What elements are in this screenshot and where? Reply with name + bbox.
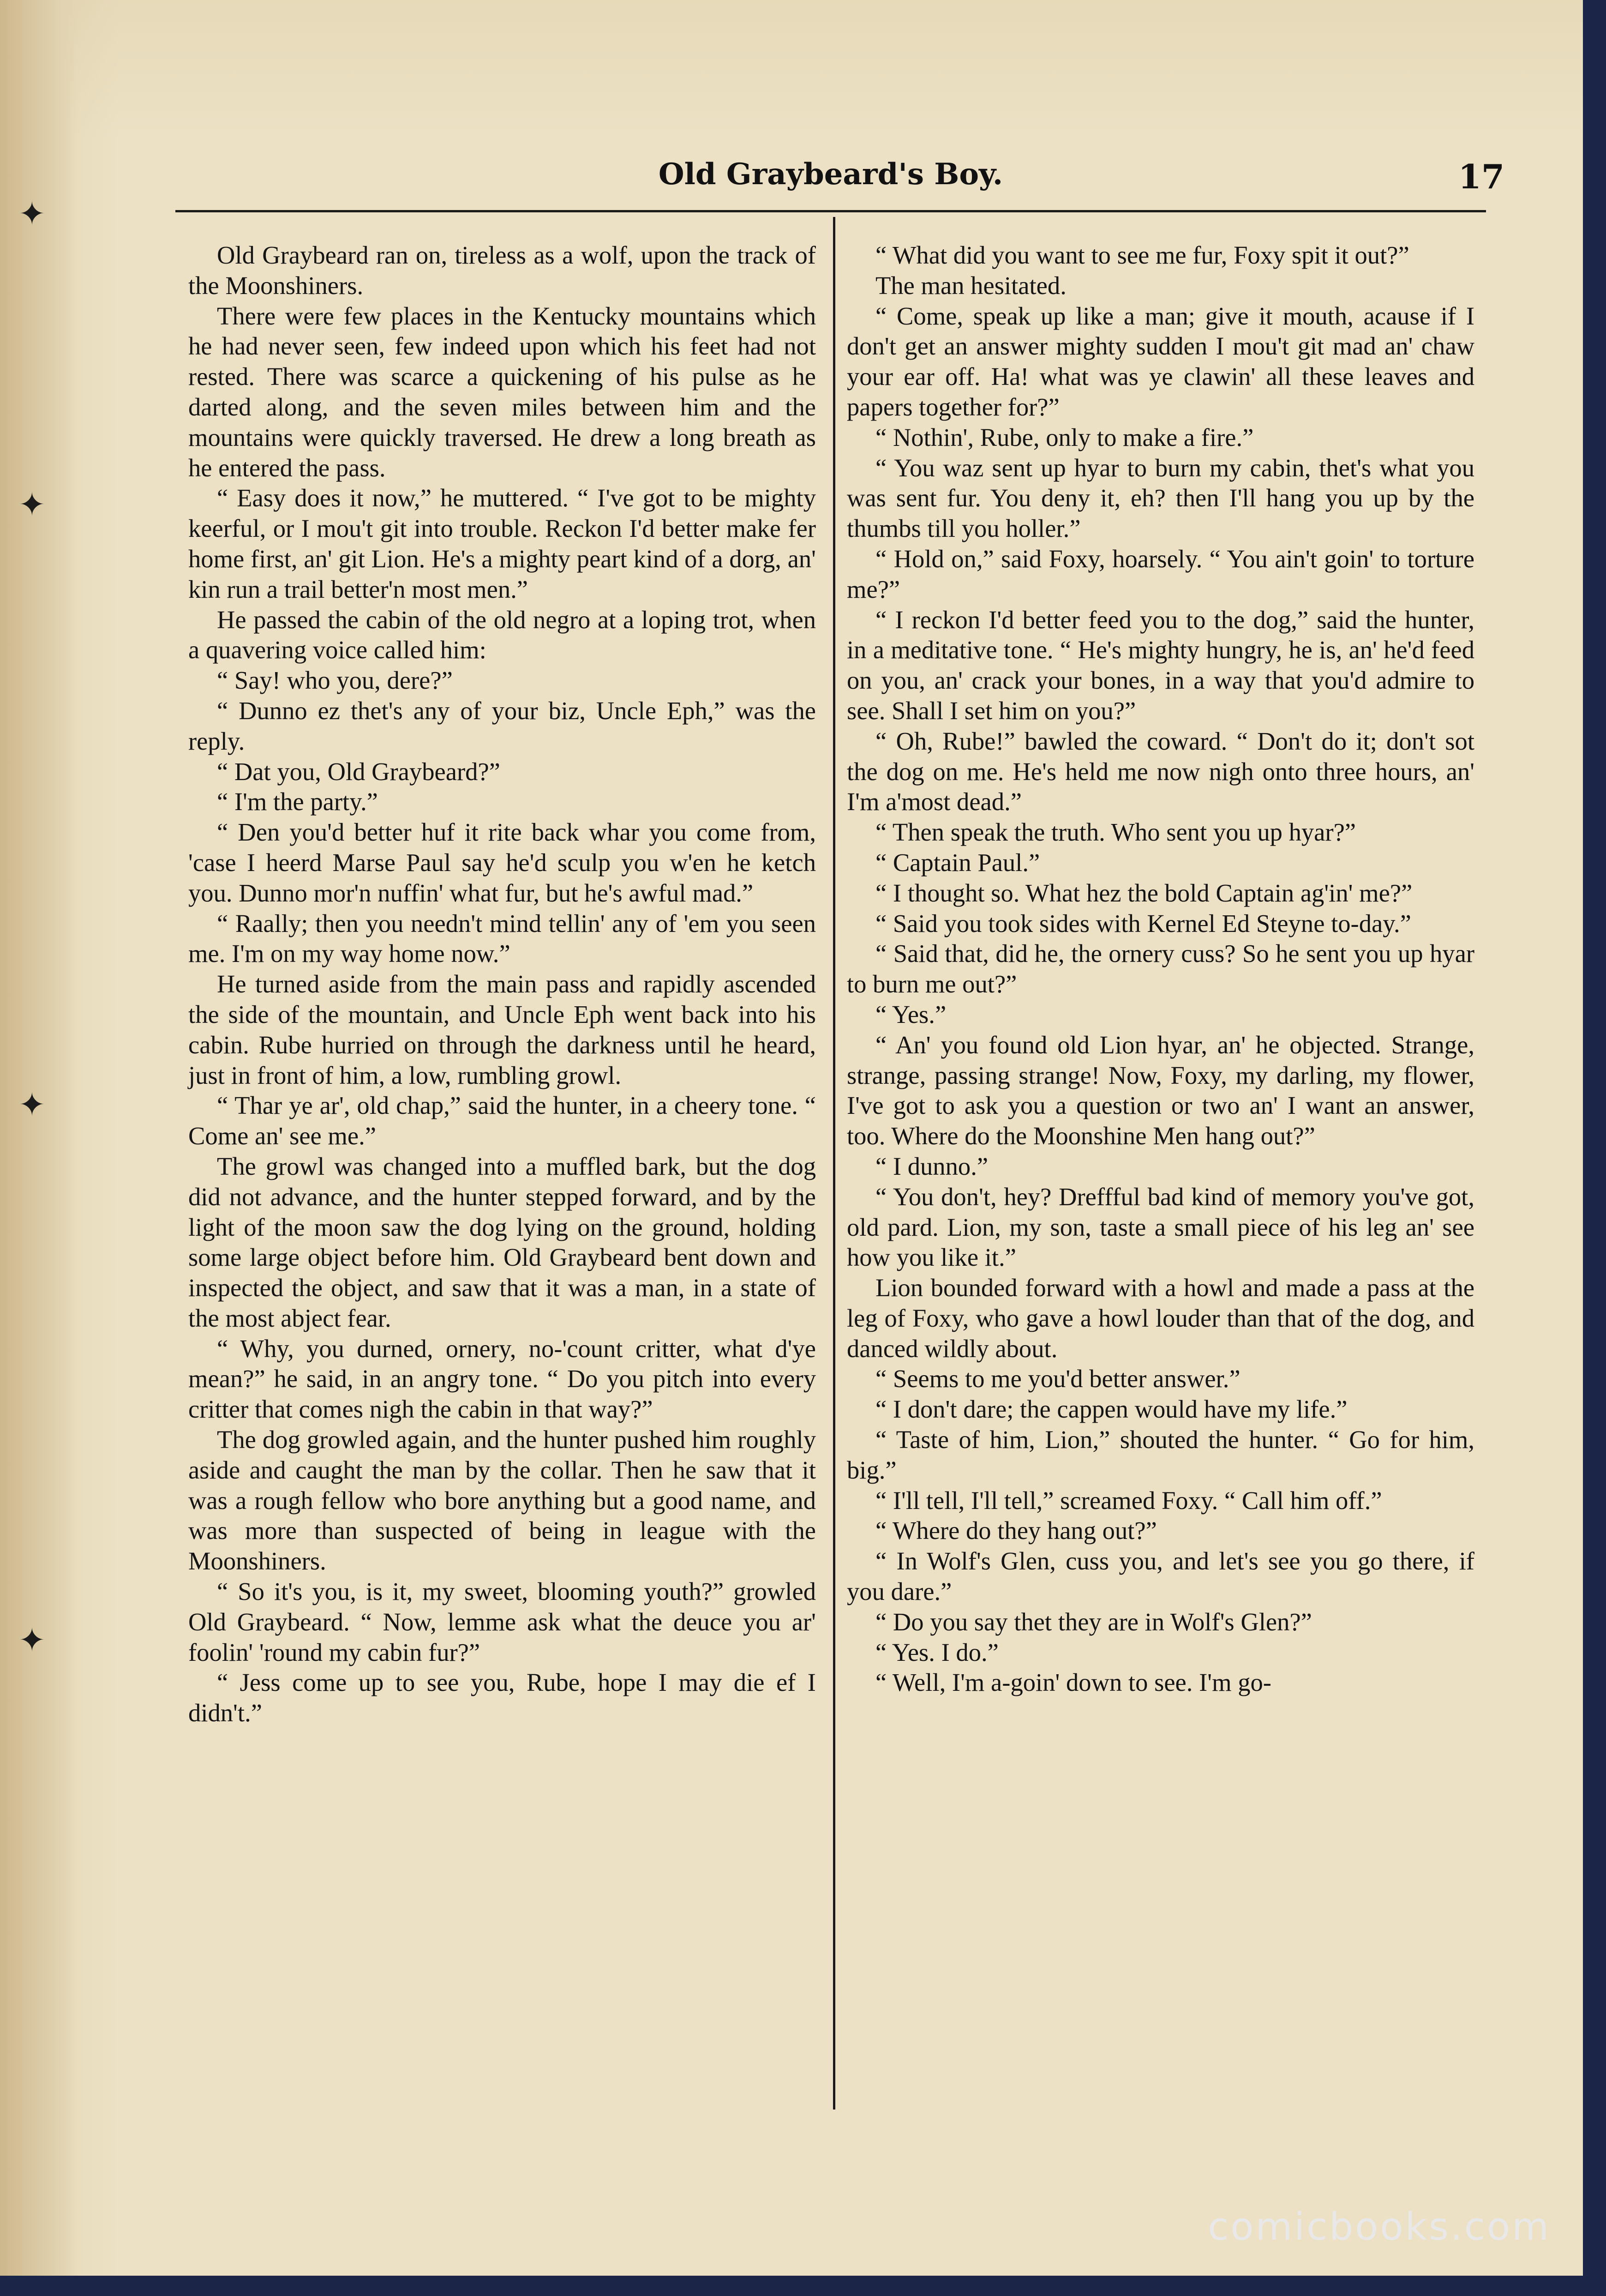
paragraph: “ Then speak the truth. Who sent you up hyar?” [875,818,1356,847]
paragraph: “ I reckon I'd better feed you to the dog,” said the hunter, in a meditative tone. “ He's mighty hungry, he is, an' he'd feed on you, an' crack your bones, in a way that you'd admire to see. Shall I set him on you?” [847,605,1474,725]
left-column [188,240,816,1728]
paragraph: “ What did you want to see me fur, Foxy spit it out?” [875,241,1409,269]
paragraph: “ Come, speak up like a man; give it mouth, acause if I don't get an answer mighty sudden I mou't git mad an' chaw your ear off. Ha! what was ye clawin' all these leaves and papers together for?” [847,301,1474,421]
right-column [847,240,1474,1698]
header-rule [175,210,1486,212]
paragraph: “ In Wolf's Glen, cuss you, and let's see you go there, if you dare.” [847,1547,1474,1606]
binding-stitch-icon: ✦ [18,1623,46,1659]
paragraph: “ Seems to me you'd better answer.” [875,1364,1240,1393]
paragraph: “ Hold on,” said Foxy, hoarsely. “ You ain't goin' to torture me?” [847,544,1474,603]
paragraph: “ Captain Paul.” [875,848,1040,877]
paragraph: “ Dat you, Old Graybeard?” [217,757,500,786]
paragraph: “ Nothin', Rube, only to make a fire.” [875,423,1254,451]
binding-stitch-icon: ✦ [18,1088,46,1123]
paragraph: “ Oh, Rube!” bawled the coward. “ Don't do it; don't sot the dog on me. He's held me now nigh onto three hours, an' I'm a'most dead.” [847,727,1474,816]
paragraph: “ Said you took sides with Kernel Ed Steyne to-day.” [875,909,1411,938]
binding-stitch-icon: ✦ [18,197,46,232]
paragraph: “ Why, you durned, ornery, no-'count critter, what d'ye mean?” he said, in an angry tone. “ Do you pitch into every critter that comes nigh the cabin in that way?” [188,1334,816,1424]
paragraph: “ Do you say thet they are in Wolf's Glen?” [875,1607,1312,1636]
book-binding [0,0,78,2276]
paragraph: He passed the cabin of the old negro at a loping trot, when a quavering voice called him: [188,605,816,664]
paragraph: “ Taste of him, Lion,” shouted the hunter. “ Go for him, big.” [847,1425,1474,1484]
binding-stitch-icon: ✦ [18,487,46,523]
paragraph: “ You waz sent up hyar to burn my cabin, thet's what you was sent fur. You deny it, eh? then I'll hang you up by the thumbs till you holler.” [847,453,1474,543]
paragraph: “ I dunno.” [875,1152,989,1180]
paragraph: Old Graybeard ran on, tireless as a wolf, upon the track of the Moonshiners. [188,241,816,300]
paragraph: “ I thought so. What hez the bold Captain ag'in' me?” [875,878,1413,907]
paragraph: “ Said that, did he, the ornery cuss? So he sent you up hyar to burn me out?” [847,939,1474,998]
column-divider [833,217,835,2110]
paragraph: “ I don't dare; the cappen would have my life.” [875,1395,1348,1424]
page-number: 17 [1458,157,1504,196]
paragraph: The man hesitated. [875,271,1067,300]
paragraph: He turned aside from the main pass and rapidly ascended the side of the mountain, and Uncle Eph went back into his cabin. Rube hurried on through the darkness until he heard, just in front of him, a low, rumbling growl. [188,970,816,1089]
paragraph: “ Yes. I do.” [875,1638,999,1666]
paragraph: “ Where do they hang out?” [875,1516,1157,1545]
paragraph: There were few places in the Kentucky mountains which he had never seen, few indeed upon which his feet had not rested. There was scarce a quickening of his pulse as he darted along, and the seven miles between him and the mountains were quickly traversed. He drew a long breath as he entered the pass. [188,301,816,482]
paragraph: “ Easy does it now,” he muttered. “ I've got to be mighty keerful, or I mou't git into trouble. Reckon I'd better make fer home first, an' git Lion. He's a mighty peart kind of a dorg, an' kin run a trail better'n most men.” [188,484,816,603]
paragraph: “ Yes.” [875,1000,947,1028]
paragraph: “ I'll tell, I'll tell,” screamed Foxy. “ Call him off.” [875,1486,1382,1515]
paragraph: “ Dunno ez thet's any of your biz, Uncle Eph,” was the reply. [188,696,816,755]
running-header [175,157,1504,203]
paragraph: “ Den you'd better huf it rite back whar you come from, 'case I heerd Marse Paul say he'd sculp you w'en he ketch you. Dunno mor'n nuffin' what fur, but he's awful mad.” [188,818,816,907]
paragraph: “ Jess come up to see you, Rube, hope I may die ef I didn't.” [188,1668,816,1727]
watermark: comicbooks.com [1208,2205,1551,2249]
page-title: Old Graybeard's Boy. [658,157,1003,192]
paragraph: “ An' you found old Lion hyar, an' he objected. Strange, strange, passing strange! Now, Foxy, my darling, my flower, I've got to ask you a question or two an' I want an answer, too. Where do the Moonshine Men hang out?” [847,1030,1474,1150]
paragraph: “ You don't, hey? Dreffful bad kind of memory you've got, old pard. Lion, my son, taste a small piece of his leg an' see how you like it.” [847,1182,1474,1272]
paragraph: “ So it's you, is it, my sweet, blooming youth?” growled Old Graybeard. “ Now, lemme ask what the deuce you ar' foolin' 'round my cabin fur?” [188,1577,816,1666]
paragraph: The dog growled again, and the hunter pushed him roughly aside and caught the man by the collar. Then he saw that it was a rough fellow who bore anything but a good name, and was more than suspected of being in league with the Moonshiners. [188,1425,816,1575]
paragraph: “ Say! who you, dere?” [217,666,453,695]
paragraph: “ Well, I'm a-goin' down to see. I'm go- [875,1668,1271,1697]
paragraph: “ I'm the party.” [217,787,378,816]
paragraph: “ Raally; then you needn't mind tellin' any of 'em you seen me. I'm on my way home now.” [188,909,816,968]
paragraph: The growl was changed into a muffled bark, but the dog did not advance, and the hunter stepped forward, and by the light of the moon saw the dog lying on the ground, holding some large object before him. Old Graybeard bent down and inspected the object, and saw that it was a man, in a state of the most abject fear. [188,1152,816,1332]
paragraph: “ Thar ye ar', old chap,” said the hunter, in a cheery tone. “ Come an' see me.” [188,1091,816,1150]
paragraph: Lion bounded forward with a howl and made a pass at the leg of Foxy, who gave a howl louder than that of the dog, and danced wildly about. [847,1274,1474,1363]
